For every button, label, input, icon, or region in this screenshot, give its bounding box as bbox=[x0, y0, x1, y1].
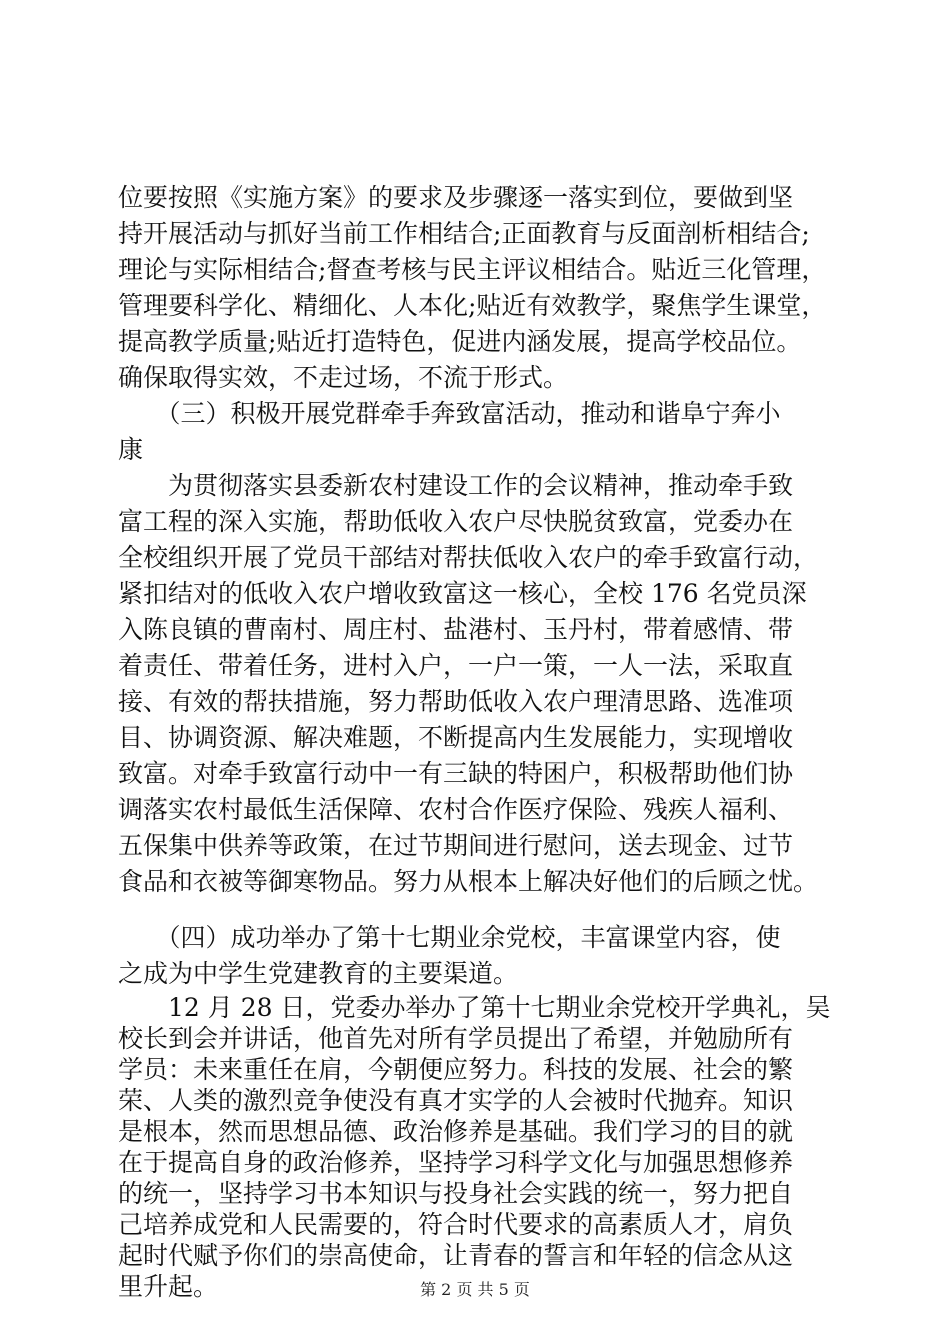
text-line: 富工程的深入实施，帮助低收入农户尽快脱贫致富，党委办在 bbox=[118, 507, 794, 536]
text-line: 着责任、带着任务，进村入户，一户一策，一人一法，采取直 bbox=[118, 651, 794, 680]
text-line: 的统一，坚持学习书本知识与投身社会实践的统一，努力把自 bbox=[118, 1179, 794, 1208]
section-heading-4: （四）成功举办了第十七期业余党校，丰富课堂内容，使 bbox=[118, 923, 781, 952]
text-line: 荣、人类的激烈竞争使没有真才实学的人会被时代抛弃。知识 bbox=[118, 1086, 794, 1115]
text-line: 入陈良镇的曹南村、周庄村、盐港村、玉丹村，带着感情、带 bbox=[118, 615, 794, 644]
text-line: 确保取得实效，不走过场，不流于形式。 bbox=[118, 363, 569, 392]
text-line: 在于提高自身的政治修养，坚持学习科学文化与加强思想修养 bbox=[118, 1148, 794, 1177]
text-line: 里升起。 bbox=[118, 1272, 219, 1301]
section-heading-3-cont: 康 bbox=[118, 435, 144, 464]
section-heading-4-cont: 之成为中学生党建教育的主要渠道。 bbox=[118, 959, 519, 988]
text-line: 致富。对牵手致富行动中一有三缺的特困户，积极帮助他们协 bbox=[118, 759, 794, 788]
text-line: 理论与实际相结合;督查考核与民主评议相结合。贴近三化管理， bbox=[118, 255, 827, 284]
text-line: 全校组织开展了党员干部结对帮扶低收入农户的牵手致富行动， bbox=[118, 543, 819, 572]
text-line: 己培养成党和人民需要的，符合时代要求的高素质人才，肩负 bbox=[118, 1210, 794, 1239]
text-line: 是根本，然而思想品德、政治修养是基础。我们学习的目的就 bbox=[118, 1117, 794, 1146]
section-heading-3: （三）积极开展党群牵手奔致富活动，推动和谐阜宁奔小 bbox=[118, 399, 781, 428]
text-line: 五保集中供养等政策，在过节期间进行慰问，送去现金、过节 bbox=[118, 831, 794, 860]
text-line: 位要按照《实施方案》的要求及步骤逐一落实到位，要做到坚 bbox=[118, 183, 794, 212]
text-line: 接、有效的帮扶措施，努力帮助低收入农户理清思路、选准项 bbox=[118, 687, 794, 716]
text-line: 起时代赋予你们的崇高使命，让青春的誓言和年轻的信念从这 bbox=[118, 1241, 794, 1270]
text-line: 提高教学质量;贴近打造特色，促进内涵发展，提高学校品位。 bbox=[118, 327, 802, 356]
page-number-footer: 第 2 页 共 5 页 bbox=[420, 1280, 530, 1299]
text-line: 持开展活动与抓好当前工作相结合;正面教育与反面剖析相结合; bbox=[118, 219, 810, 248]
text-line: 校长到会并讲话，他首先对所有学员提出了希望，并勉励所有 bbox=[118, 1024, 794, 1053]
text-line: 紧扣结对的低收入农户增收致富这一核心，全校 176 名党员深 bbox=[118, 579, 807, 608]
text-line: 学员：未来重任在肩，今朝便应努力。科技的发展、社会的繁 bbox=[118, 1055, 794, 1084]
text-line: 为贯彻落实县委新农村建设工作的会议精神，推动牵手致 bbox=[118, 471, 794, 500]
text-line: 管理要科学化、精细化、人本化;贴近有效教学，聚焦学生课堂， bbox=[118, 291, 827, 320]
text-line: 12 月 28 日，党委办举办了第十七期业余党校开学典礼，吴 bbox=[118, 993, 831, 1022]
text-line: 食品和衣被等御寒物品。努力从根本上解决好他们的后顾之忧。 bbox=[118, 867, 819, 896]
text-line: 目、协调资源、解决难题，不断提高内生发展能力，实现增收 bbox=[118, 723, 794, 752]
text-line: 调落实农村最低生活保障、农村合作医疗保险、残疾人福利、 bbox=[118, 795, 794, 824]
